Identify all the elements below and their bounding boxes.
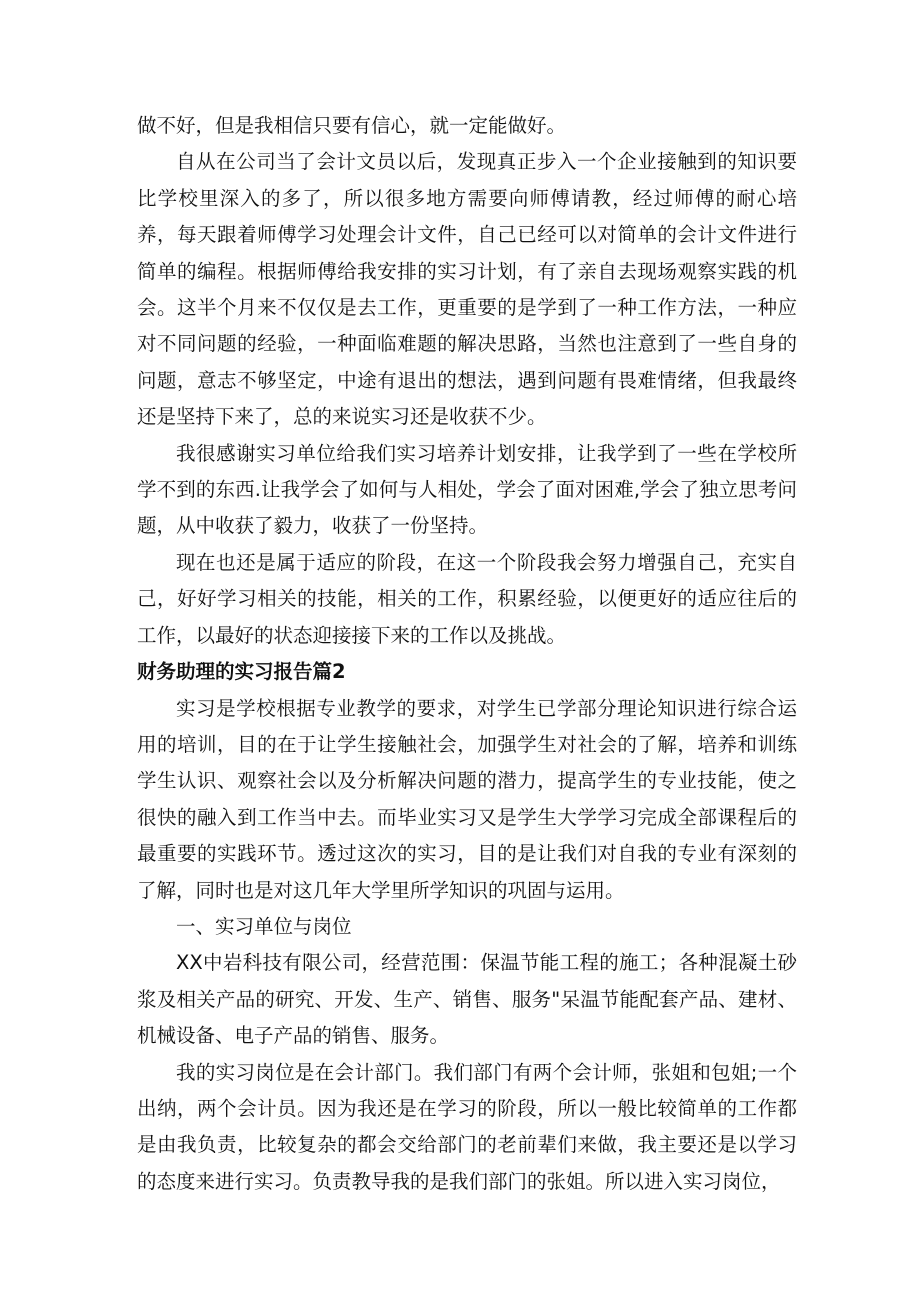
paragraph: 一、实习单位与岗位: [176, 914, 352, 938]
paragraph: 做不好，但是我相信只要有信心，就一定能做好。: [137, 114, 567, 137]
paragraph: 现在也还是属于适应的阶段，在这一个阶段我会努力增强自己，充实自己，好好学习相关的技能，相关的工作，积累经验，以便更好的适应往后的工作，以最好的状态迎接接下来的工作以及挑战。: [137, 550, 797, 647]
paragraph: 我的实习岗位是在会计部门。我们部门有两个会计师，张姐和包姐;一个出纳，两个会计员。因为我还是在学习的阶段，所以一般比较简单的工作都是由我负责，比较复杂的都会交给部门的老前辈们来做，我主要还是以学习的态度来进行实习。负责教导我的是我们部门的张姐。所以进入实习岗位，: [137, 1060, 797, 1193]
paragraph: 实习是学校根据专业教学的要求，对学生已学部分理论知识进行综合运用的培训，目的在于让学生接触社会，加强学生对社会的了解，培养和训练学生认识、观察社会以及分析解决问题的潜力，提高学生的专业技能，使之很快的融入到工作当中去。而毕业实习又是学生大学学习完成全部课程后的最重要的实践环节。透过这次的实习，目的是让我们对自我的专业有深刻的了解，同时也是对这几年大学里所学知识的巩固与运用。: [137, 696, 797, 902]
paragraph: 自从在公司当了会计文员以后，发现真正步入一个企业接触到的知识要比学校里深入的多了，所以很多地方需要向师傅请教，经过师傅的耐心培养，每天跟着师傅学习处理会计文件，自己已经可以对简单的会计文件进行简单的编程。根据师傅给我安排的实习计划，有了亲自去现场观察实践的机会。这半个月来不仅仅是去工作，更重要的是学到了一种工作方法，一种应对不同问题的经验，一种面临难题的解决思路，当然也注意到了一些自身的问题，意志不够坚定，中途有退出的想法，遇到问题有畏难情绪，但我最终还是坚持下来了，总的来说实习还是收获不少。: [137, 150, 797, 429]
section-heading: 财务助理的实习报告篇2: [137, 660, 346, 684]
paragraph: XX中岩科技有限公司，经营范围：保温节能工程的施工；各种混凝土砂浆及相关产品的研究、开发、生产、销售、服务"呆温节能配套产品、建材、机械设备、电子产品的销售、服务。: [137, 951, 797, 1048]
paragraph: 我很感谢实习单位给我们实习培养计划安排，让我学到了一些在学校所学不到的东西.让我学会了如何与人相处，学会了面对困难,学会了独立思考问题，从中收获了毅力，收获了一份坚持。: [137, 441, 797, 538]
document-body: [137, 108, 797, 1200]
